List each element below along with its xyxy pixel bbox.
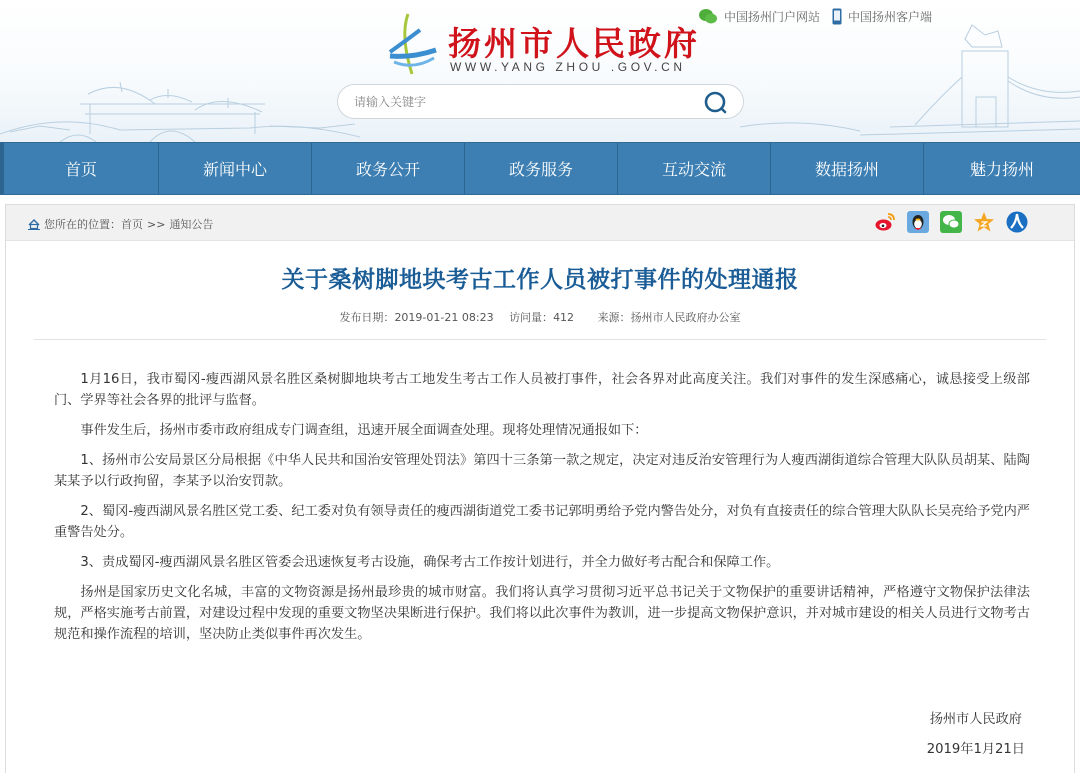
article-paragraph: 1、扬州市公安局景区分局根据《中华人民共和国治安管理处罚法》第四十三条第一款之规定，决定对违反治安管理行为人瘦西湖街道综合管理大队队员胡某、陆陶某某予以行政拘留，李某予以治安罚款。 [54, 453, 1030, 489]
qq-icon[interactable] [907, 211, 929, 233]
nav-item-news-center[interactable]: 新闻中心 [158, 143, 311, 194]
breadcrumb [28, 216, 213, 232]
main-nav [0, 142, 1080, 195]
article-paragraph: 扬州是国家历史文化名城，丰富的文物资源是扬州最珍贵的城市财富。我们将认真学习贯彻习近平总书记关于文物保护的重要讲话精神，严格遵守文物保护法律法规，严格实施考古前置，对建设过程中发现的重要文物坚决果断进行保护。我们将以此次事件为教训，进一步提高文物保护意识，并对城市建设的相关人员进行文物考古规范和操作流程的培训，坚决防止类似事件再次发生。 [54, 585, 1030, 642]
article-paragraph: 3、责成蜀冈-瘦西湖风景名胜区管委会迅速恢复考古设施，确保考古工作按计划进行，并全力做好考古配合和保障工作。 [80, 555, 780, 570]
client-app-link[interactable] [832, 8, 932, 25]
search-icon[interactable] [703, 90, 729, 116]
article-paragraph: 1月16日，我市蜀冈-瘦西湖风景名胜区桑树脚地块考古工地发生考古工作人员被打事件，社会各界对此高度关注。我们对事件的发生深感痛心，诚恳接受上级部门、学界等社会各界的批评与监督。 [54, 372, 1030, 408]
nav-item-government-affairs-disclosure[interactable]: 政务公开 [311, 143, 464, 194]
site-url-text: WWW.YANG ZHOU .GOV.CN [450, 60, 686, 74]
site-name: 扬州市人民政府 [448, 24, 700, 63]
breadcrumb-home-link[interactable]: 首页 [121, 218, 143, 231]
share-toolbar [874, 211, 1028, 233]
portal-site-link[interactable] [698, 8, 820, 25]
nav-item-data-yangzhou[interactable]: 数据扬州 [770, 143, 923, 194]
site-logo[interactable] [386, 12, 706, 76]
breadcrumb-notices-link[interactable]: 通知公告 [169, 218, 214, 231]
breadcrumb-prefix: 您所在的位置： [44, 218, 121, 231]
nav-item-interaction[interactable]: 互动交流 [617, 143, 770, 194]
view-count [509, 311, 574, 324]
article-signature [927, 705, 1025, 765]
title-divider [34, 339, 1046, 340]
content-panel [5, 204, 1075, 773]
signature-org: 扬州市人民政府 [929, 712, 1022, 727]
top-links [698, 8, 944, 25]
view-count-value: 412 [553, 311, 575, 324]
publish-date-label: 发布日期： [339, 311, 395, 324]
breadcrumb-separator: >> [147, 217, 166, 231]
article-title: 关于桑树脚地块考古工作人员被打事件的处理通报 [281, 267, 799, 293]
view-count-label: 访问量： [509, 311, 554, 324]
search-bar [337, 84, 744, 119]
publish-date [339, 311, 493, 324]
portal-site-label: 中国扬州门户网站 [724, 10, 821, 24]
publish-date-value: 2019-01-21 08:23 [394, 311, 494, 324]
search-input[interactable] [354, 92, 684, 112]
home-icon [28, 219, 40, 230]
yangzhou-logo-mark-icon [386, 12, 442, 76]
renren-icon[interactable] [1006, 211, 1028, 233]
signature-date: 2019年1月21日 [926, 742, 1025, 757]
site-header [0, 0, 1080, 142]
wechat-share-icon[interactable] [940, 211, 962, 233]
city-gate-sketch-illustration [0, 42, 360, 142]
source-value: 扬州市人民政府办公室 [630, 311, 741, 324]
wechat-icon [698, 8, 718, 25]
nav-item-home[interactable]: 首页 [0, 143, 158, 194]
article-source [598, 311, 741, 324]
client-app-label: 中国扬州客户端 [848, 10, 933, 24]
breadcrumb-bar [6, 205, 1074, 241]
qzone-icon[interactable] [973, 211, 995, 233]
pavilion-bridge-sketch-illustration [740, 17, 1080, 142]
article-body [54, 369, 1030, 654]
nav-item-government-services[interactable]: 政务服务 [464, 143, 617, 194]
article-paragraph: 2、蜀冈-瘦西湖风景名胜区党工委、纪工委对负有领导责任的瘦西湖街道党工委书记郭明勇给予党内警告处分，对负有直接责任的综合管理大队队长吴亮给予党内严重警告处分。 [54, 504, 1030, 540]
nav-item-charm-yangzhou[interactable]: 魅力扬州 [923, 143, 1080, 194]
mobile-phone-icon [832, 8, 842, 25]
weibo-icon[interactable] [874, 211, 896, 233]
article-meta [6, 309, 1074, 325]
article-paragraph: 事件发生后，扬州市委市政府组成专门调查组，迅速开展全面调查处理。现将处理情况通报如下： [80, 423, 648, 438]
source-label: 来源： [597, 311, 631, 324]
